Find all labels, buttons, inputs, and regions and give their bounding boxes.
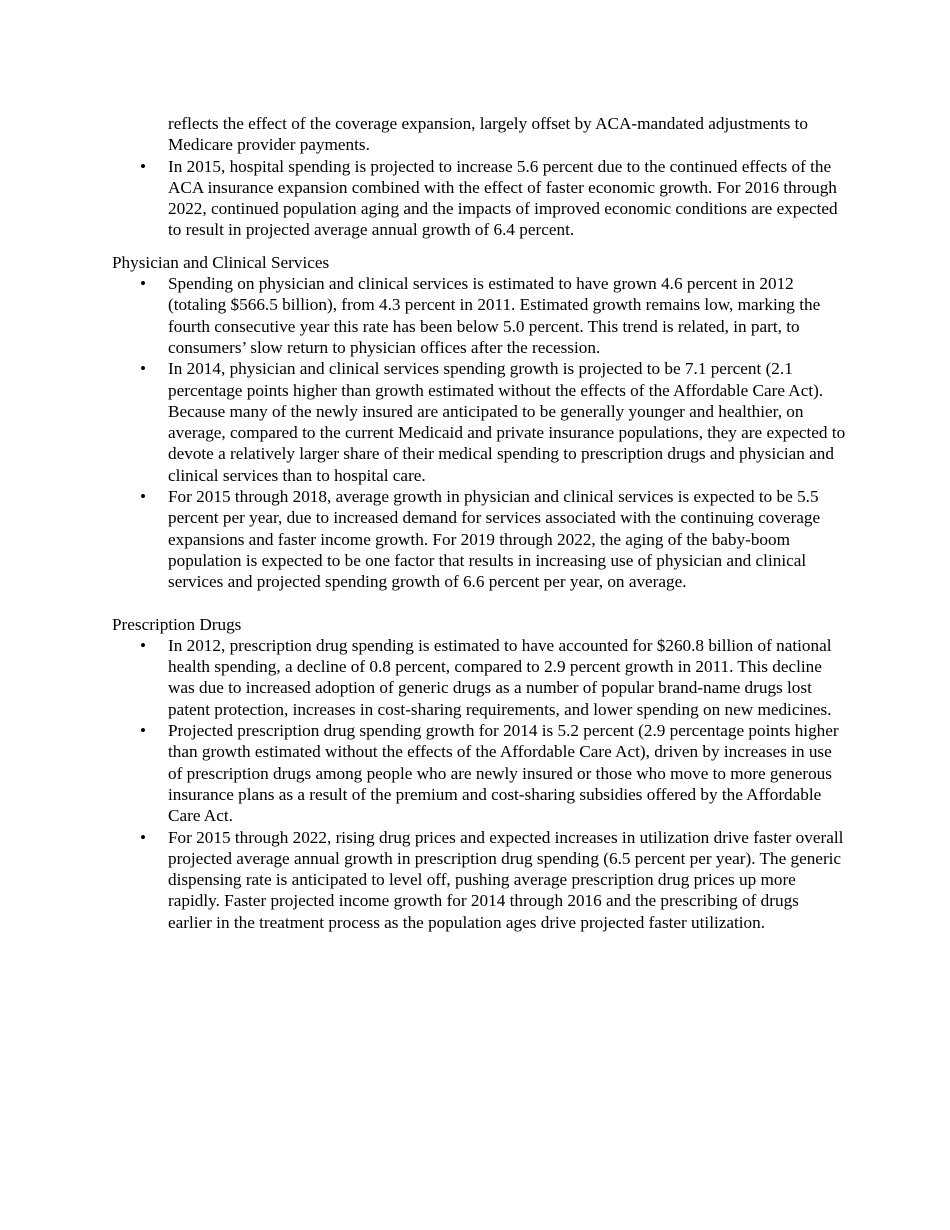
bullet-icon: • bbox=[140, 156, 147, 176]
bullet-icon: • bbox=[140, 635, 147, 655]
bullet-text: For 2015 through 2022, rising drug prices and expected increases in utilization drive faster overall projected average annual growth in prescription drug spending (6.5 percent per year). The generic dispensing rate is anticipated to level off, pushing average prescription drug prices up more rapidly. Faster projected income growth for 2014 through 2016 and the prescribing of drugs earlier in the treatment process as the population ages drive projected faster utilization. bbox=[168, 827, 844, 932]
bullet-item bbox=[112, 635, 847, 720]
page-content bbox=[112, 113, 847, 933]
bullet-item bbox=[112, 720, 847, 826]
bullet-text: Projected prescription drug spending growth for 2014 is 5.2 percent (2.9 percentage points higher than growth estimated without the effects of the Affordable Care Act), driven by increases in use of prescription drugs among people who are newly insured or those who move to more generous insurance plans as a result of the premium and cost-sharing subsidies offered by the Affordable Care Act. bbox=[168, 721, 839, 826]
bullet-item bbox=[112, 156, 847, 241]
drugs-bullet-list bbox=[112, 635, 847, 933]
bullet-text: Spending on physician and clinical services is estimated to have grown 4.6 percent in 2012 (totaling $566.5 billion), from 4.3 percent in 2011. Estimated growth remains low, marking the fourth consecutive year this rate has been below 5.0 percent. This trend is related, in part, to consumers’ slow return to physician offices after the recession. bbox=[168, 274, 821, 357]
hospital-bullet-list bbox=[112, 156, 847, 241]
bullet-text: In 2012, prescription drug spending is estimated to have accounted for $260.8 billion of national health spending, a decline of 0.8 percent, compared to 2.9 percent growth in 2011. This decline was due to increased adoption of generic drugs as a number of popular brand-name drugs lost patent protection, increases in cost-sharing requirements, and lower spending on new medicines. bbox=[168, 635, 832, 719]
bullet-item bbox=[112, 273, 847, 358]
bullet-text: For 2015 through 2018, average growth in physician and clinical services is expected to be 5.5 percent per year, due to increased demand for services associated with the continuing coverage expansions and faster income growth. For 2019 through 2022, the aging of the baby-boom population is expected to be one factor that results in increasing use of physician and clinical services and projected spending growth of 6.6 percent per year, on average. bbox=[168, 487, 821, 592]
bullet-icon: • bbox=[140, 721, 147, 741]
continued-paragraph: reflects the effect of the coverage expansion, largely offset by ACA-mandated adjustments to Medicare provider payments. bbox=[168, 114, 809, 155]
bullet-icon: • bbox=[140, 487, 147, 507]
section-heading-physician: Physician and Clinical Services bbox=[112, 252, 330, 272]
physician-bullet-list bbox=[112, 273, 847, 592]
bullet-text: In 2015, hospital spending is projected to increase 5.6 percent due to the continued effects of the ACA insurance expansion combined with the effect of faster economic growth. For 2016 through 2022, continued population aging and the impacts of improved economic conditions are expected to result in projected average annual growth of 6.4 percent. bbox=[168, 156, 838, 240]
section-heading-prescription-drugs: Prescription Drugs bbox=[112, 614, 242, 634]
bullet-icon: • bbox=[140, 359, 147, 379]
bullet-item bbox=[112, 358, 847, 486]
bullet-icon: • bbox=[140, 274, 147, 294]
bullet-text: In 2014, physician and clinical services spending growth is projected to be 7.1 percent (2.1 percentage points higher than growth estimated without the effects of the Affordable Care Act). Because many of the newly insured are anticipated to be generally younger and healthier, on average, compared to the current Medicaid and private insurance populations, they are expected to devote a relatively larger share of their medical spending to prescription drugs and physician and clinical services than to hospital care. bbox=[168, 359, 846, 485]
bullet-item bbox=[112, 827, 847, 933]
bullet-item bbox=[112, 486, 847, 592]
bullet-icon: • bbox=[140, 827, 147, 847]
